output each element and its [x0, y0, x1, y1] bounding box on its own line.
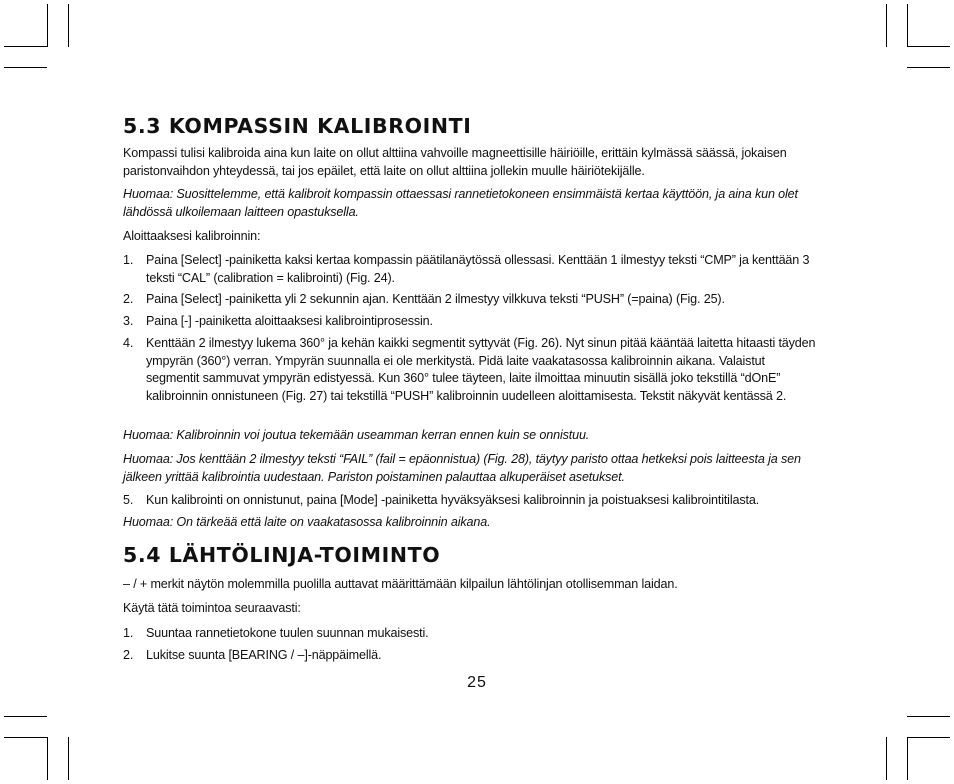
- list-text: Suuntaa rannetietokone tuulen suunnan mukaisesti.: [146, 626, 429, 640]
- list-item: [123, 625, 820, 643]
- list-text: Paina [Select] -painiketta yli 2 sekunnin ajan. Kenttään 2 ilmestyy vilkkuva teksti “PUSH” (=paina) (Fig. 25).: [146, 292, 725, 306]
- list-text: Kenttään 2 ilmestyy lukema 360° ja kehän kaikki segmentit syttyvät (Fig. 26). Nyt sinun pitää kääntää laitetta hitaasti täyden ympyrän (360°) verran. Ympyrän suunnalla ei ole merkitystä. Pidä laite vaakatasossa kalibroinnin aikana. Valaistut segmentit sammuvat ympyrän edistyessä. Kun 360° tulee täyteen, laite ilmoittaa minuutin sisällä joko tekstillä “dOnE” kalibroinnin onnistuneen (Fig. 27) tai tekstillä “PUSH” kalibroinnin uudelleen aloittamisesta. Tekstit näkyvät kentässä 2.: [146, 336, 816, 403]
- crop-mark: [4, 737, 47, 738]
- crop-mark: [4, 46, 47, 47]
- list-number: 1.: [123, 253, 134, 267]
- list-number: 5.: [123, 493, 134, 507]
- list-item: [123, 313, 820, 331]
- list-number: 2.: [123, 648, 134, 662]
- list-text: Paina [Select] -painiketta kaksi kertaa kompassin päätilanäytössä ollessasi. Kenttään 1 ilmestyy teksti “CMP” ja kenttään 3 teksti “CAL” (calibration = kalibrointi) (Fig. 24).: [146, 253, 810, 285]
- list-item: [123, 291, 820, 309]
- list-number: 3.: [123, 314, 134, 328]
- note: Huomaa: On tärkeää että laite on vaakatasossa kalibroinnin aikana.: [123, 515, 491, 529]
- paragraph: Kompassi tulisi kalibroida aina kun laite on ollut alttiina vahvoille magneettisille häiriöille, erittäin kylmässä säässä, jokaisen paristonvaihdon yhteydessä, tai jos epäilet, että laite on ollut alttiina jollekin muulle häiriötekijälle.: [123, 146, 787, 178]
- crop-mark: [4, 67, 47, 68]
- list-text: Kun kalibrointi on onnistunut, paina [Mode] -painiketta hyväksyäksesi kalibroinnin ja poistuaksesi kalibrointitilasta.: [146, 493, 760, 507]
- note: Huomaa: Kalibroinnin voi joutua tekemään useamman kerran ennen kuin se onnistuu.: [123, 428, 590, 442]
- section-heading: 5.3 KOMPASSIN KALIBROINTI: [123, 114, 472, 138]
- note: Huomaa: Jos kenttään 2 ilmestyy teksti “FAIL” (fail = epäonnistua) (Fig. 28), täytyy paristo ottaa hetkeksi pois laitteesta ja sen jälkeen yrittää kalibrointia uudestaan. Pariston poistaminen palauttaa alkuperäiset asetukset.: [123, 452, 801, 484]
- list-item: [123, 492, 820, 510]
- list-item: [123, 647, 820, 665]
- list-item: [123, 252, 820, 287]
- list-text: Paina [-] -painiketta aloittaaksesi kalibrointiprosessin.: [146, 314, 433, 328]
- paragraph: Käytä tätä toimintoa seuraavasti:: [123, 601, 301, 615]
- crop-mark: [907, 67, 950, 68]
- crop-mark: [907, 737, 950, 738]
- crop-mark: [47, 737, 48, 780]
- crop-mark: [68, 737, 69, 780]
- crop-mark: [907, 46, 950, 47]
- note: Huomaa: Suosittelemme, että kalibroit kompassin ottaessasi rannetietokoneen ensimmäistä kertaa käyttöön, ja aina kun olet lähdössä ulkoilemaan laitteen opastuksella.: [123, 187, 798, 219]
- paragraph: – / + merkit näytön molemmilla puolilla auttavat määrittämään kilpailun lähtölinjan otollisemman laidan.: [123, 577, 678, 591]
- list-number: 2.: [123, 292, 134, 306]
- list-item: [123, 335, 820, 405]
- crop-mark: [907, 737, 908, 780]
- crop-mark: [4, 716, 47, 717]
- crop-mark: [68, 4, 69, 47]
- section-heading: 5.4 LÄHTÖLINJA-TOIMINTO: [123, 543, 441, 567]
- page-number: 25: [467, 674, 487, 691]
- list-number: 1.: [123, 626, 134, 640]
- paragraph: Aloittaaksesi kalibroinnin:: [123, 229, 261, 243]
- crop-mark: [907, 716, 950, 717]
- crop-mark: [907, 4, 908, 47]
- list-number: 4.: [123, 336, 134, 350]
- crop-mark: [886, 737, 887, 780]
- list-text: Lukitse suunta [BEARING / –]-näppäimellä.: [146, 648, 382, 662]
- crop-mark: [47, 4, 48, 47]
- crop-mark: [886, 4, 887, 47]
